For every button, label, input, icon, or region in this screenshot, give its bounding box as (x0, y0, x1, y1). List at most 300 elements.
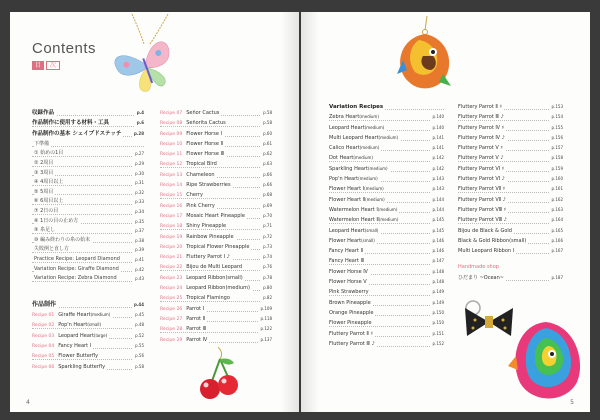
page-ref: p.160 (550, 174, 563, 184)
entry-title: Black & Gold Ribbon(small) (458, 237, 527, 244)
recipe-number: Recipe 06 (32, 364, 55, 370)
entry-title: Leopard Heart (329, 227, 365, 234)
page-ref: p.145 (431, 226, 444, 236)
recipe-entry (160, 201, 272, 211)
entry-title: Rainbow Pineapple (186, 233, 234, 240)
entry-size: (small) (364, 227, 379, 233)
toc-entry (32, 300, 144, 310)
page-ref: p.144 (431, 205, 444, 215)
recipe-entry (32, 331, 144, 341)
page-ref: p.37 (133, 226, 144, 236)
entry-title: Fluttery Parrot Ⅲ ♪ (329, 340, 375, 347)
entry-size: (medium) (359, 114, 379, 120)
entry-title: Pink Cherry (186, 202, 215, 209)
entry-title: 作品制作 (32, 300, 57, 308)
entry-title: Brown Pineapple (329, 299, 371, 306)
entry-title: Leopard Ribbon(small) (186, 274, 243, 281)
page-ref: p.122 (259, 324, 272, 334)
toc-entry (32, 255, 144, 265)
entry-title: Fluttery Parrot Ⅴ ♯ (458, 145, 503, 152)
entry-title: Dot Heart (329, 155, 354, 162)
recipe-entry (32, 362, 144, 372)
entry-title: Pop'n Heart (58, 322, 88, 329)
shop-entry: ひだまり ~Ocean~ p.187 (458, 273, 563, 283)
recipe-entry (160, 293, 272, 303)
page-ref: p.151 (431, 329, 444, 339)
entry-title: Flower Horse Ⅳ (329, 268, 368, 275)
multicolor-parrot-image (506, 316, 586, 410)
recipe-number: Recipe 09 (160, 131, 183, 137)
page-ref: p.58 (261, 108, 272, 118)
toc-entry (32, 108, 144, 118)
recipe-number: Recipe 03 (32, 333, 55, 339)
page-ref: p.137 (259, 335, 272, 345)
variation-entry (458, 246, 563, 256)
recipe-number: Recipe 13 (160, 172, 183, 178)
page-ref: p.148 (431, 277, 444, 287)
recipe-entry (32, 310, 144, 320)
recipe-entry (160, 314, 272, 324)
parrot-pendant-image (389, 16, 459, 94)
recipe-entry (160, 335, 272, 345)
entry-title: Señor Cactus (186, 110, 220, 116)
entry-title: Shiny Pineapple (186, 223, 227, 230)
recipe-entry (160, 221, 272, 231)
entry-title: Multi Leopard Ribbon Ⅰ (458, 248, 515, 255)
variation-entry (329, 277, 444, 287)
entry-title: 作品制作に使用する材料・工具 (32, 120, 110, 127)
page-ref: p.28 (132, 129, 144, 139)
entry-size: (medium) (364, 186, 384, 192)
variation-entry (458, 143, 563, 153)
entry-title: Flower Horse Ⅴ (329, 279, 367, 286)
page-ref: p.141 (431, 133, 444, 143)
page-ref: p.73 (261, 242, 272, 252)
recipe-number: Recipe 18 (160, 224, 183, 230)
variation-entry (458, 174, 563, 184)
page-ref: p.146 (431, 236, 444, 246)
recipe-entry (160, 180, 272, 190)
recipe-number: Recipe 17 (160, 213, 183, 219)
recipe-entry (160, 129, 272, 139)
variation-entry (329, 256, 444, 266)
variation-entry (458, 123, 563, 133)
page-ref: p.29 (133, 159, 144, 169)
page-title: Contents (32, 40, 97, 57)
page-ref: p.44 (132, 300, 144, 310)
entry-title: 収録作品 (32, 110, 55, 116)
variation-entry (458, 226, 563, 236)
entry-title: 作品制作の基本 シェイプドステッチ (32, 130, 122, 137)
recipe-entry (160, 252, 272, 262)
page-ref: p.6 (135, 118, 144, 128)
page-ref: p.143 (431, 174, 444, 184)
gutter-shadow (281, 12, 299, 412)
recipe-entry (160, 273, 272, 283)
recipe-number: Recipe 14 (160, 183, 183, 189)
recipe-entry (160, 159, 272, 169)
variation-entry (329, 287, 444, 297)
entry-title: Parrot Ⅲ (186, 326, 207, 333)
recipe-entry (160, 283, 272, 293)
entry-title: Variation Recipe: Zebra Diamond (34, 275, 117, 282)
variation-entry (458, 236, 563, 246)
variation-entry (329, 236, 444, 246)
entry-title: Watermelon Heart Ⅱ (329, 217, 379, 224)
entry-title: Fluttery Parrot Ⅵ ♯ (458, 165, 505, 172)
variation-entry (329, 226, 444, 236)
toc-entry (32, 129, 144, 139)
toc-entry (32, 207, 144, 217)
recipe-entry (160, 324, 272, 334)
page-ref: p.147 (431, 256, 444, 266)
entry-title: Tropical Flamingo (186, 295, 230, 302)
entry-title: ⑩ 編み終わりの糸の始末 (34, 236, 91, 243)
entry-title: ⑨ 糸足し (34, 227, 56, 234)
page-number-right: 5 (570, 399, 574, 406)
entry-size: (medium) (378, 217, 399, 223)
page-ref: p.74 (261, 252, 272, 262)
recipe-entry (32, 320, 144, 330)
recipe-number: Recipe 08 (160, 121, 183, 127)
recipe-entry (32, 341, 144, 351)
entry-title: Fluttery Parrot Ⅳ ♪ (458, 134, 505, 141)
variation-entry (458, 102, 563, 112)
entry-size: (small) (87, 322, 102, 328)
page-ref: p.153 (550, 102, 563, 112)
page-ref: p.66 (261, 180, 272, 190)
recipe-entry (160, 232, 272, 242)
recipe-number: Recipe 29 (160, 337, 183, 343)
recipe-number: Recipe 22 (160, 265, 183, 271)
entry-title: Señorita Cactus (186, 120, 226, 127)
variation-entry (458, 164, 563, 174)
entry-title: Chameleon (186, 171, 215, 178)
page-ref: p.27 (133, 149, 144, 159)
toc-entry (32, 265, 144, 275)
variation-entry (329, 133, 444, 143)
entry-title: Leopard Heart (58, 332, 94, 339)
entry-title: Fancy Heart Ⅲ (329, 258, 364, 265)
entry-title: Fluttery Parrot Ⅷ ♯ (458, 206, 507, 213)
toc-entry (32, 245, 144, 255)
page-ref: p.109 (259, 304, 272, 314)
entry-title: Fluttery Parrot Ⅰ ♪ (186, 254, 230, 261)
toc-entry (32, 140, 144, 150)
recipe-number: Recipe 27 (160, 316, 183, 322)
recipe-entry (160, 139, 272, 149)
page-ref: p.42 (133, 265, 144, 275)
entry-title: Fluttery Parrot Ⅵ ♪ (458, 176, 505, 183)
recipe-entry (160, 108, 272, 118)
entry-title: Zebra Heart (329, 114, 360, 121)
variation-entry (329, 123, 444, 133)
variation-entry (329, 153, 444, 163)
entry-title: Fluttery Parrot Ⅱ ♯ (329, 330, 373, 337)
entry-title: Fancy Heart Ⅱ (329, 248, 363, 255)
variation-entry (458, 205, 563, 215)
variation-entry (458, 195, 563, 205)
page-ref: p.150 (431, 318, 444, 328)
entry-title: Multi Leopard Heart (329, 134, 379, 141)
entry-size: (medium) (364, 124, 385, 130)
entry-title: ④ 4周目以上 (34, 179, 64, 186)
page-ref: p.159 (550, 164, 563, 174)
page-ref: p.141 (431, 143, 444, 153)
toc-entry (32, 169, 144, 179)
page-ref: p.66 (261, 170, 272, 180)
entry-size: (medium) (377, 206, 398, 212)
page-ref: p.149 (431, 287, 444, 297)
entry-title: Flower Heart Ⅱ (329, 196, 366, 203)
entry-size: (medium) (368, 165, 388, 171)
page-ref: p.155 (550, 123, 563, 133)
page-ref: p.161 (550, 184, 563, 194)
variation-entry (329, 174, 444, 184)
variation-entry (329, 298, 444, 308)
page-ref: p.63 (261, 159, 272, 169)
shop-label: Handmade shop (458, 264, 499, 271)
recipe-entry (160, 211, 272, 221)
entry-title: Sparkling Butterfly (58, 363, 106, 370)
variation-column-2 (458, 102, 563, 283)
variation-entry (329, 184, 444, 194)
recipe-number: Recipe 10 (160, 141, 183, 147)
entry-title: Giraffe Heart (58, 312, 91, 319)
entry-size: (medium) (365, 196, 385, 202)
entry-title: Fluttery Parrot Ⅱ ♯ (458, 104, 502, 110)
entry-title: Parrot Ⅱ (186, 315, 206, 322)
cherry-earring-image (190, 347, 250, 411)
variation-entry (458, 215, 563, 225)
butterfly-pendant-image (110, 14, 180, 106)
page-ref: p.31 (133, 178, 144, 188)
variation-entry (329, 267, 444, 277)
recipe-entry (160, 170, 272, 180)
entry-size: (medium) (378, 134, 399, 140)
recipe-entry (160, 149, 272, 159)
entry-title: 失敗例と直し方 (34, 246, 70, 253)
entry-title: Fluttery Parrot Ⅶ ♪ (458, 196, 506, 203)
toc-column-2 (160, 108, 272, 345)
recipe-number: Recipe 21 (160, 255, 183, 261)
page-ref: p.164 (550, 215, 563, 225)
entry-title: Flower Horse Ⅰ (186, 130, 222, 137)
variation-entry (329, 164, 444, 174)
variation-entry (329, 112, 444, 122)
variation-entry (329, 318, 444, 328)
recipe-number: Recipe 11 (160, 152, 183, 158)
entry-size: (medium) (359, 145, 380, 151)
page-ref: p.35 (133, 217, 144, 227)
page-ref: p.167 (550, 246, 563, 256)
variation-entry (458, 112, 563, 122)
page-ref: p.156 (550, 133, 563, 143)
page-ref: p.158 (550, 153, 563, 163)
page-ref: p.48 (133, 320, 144, 330)
toc-entry (32, 118, 144, 128)
entry-title: ① 始めの1目 (34, 150, 64, 157)
variation-entry (458, 133, 563, 143)
entry-title: Flower Heart Ⅰ (329, 186, 365, 193)
entry-title: Fluttery Parrot Ⅷ ♪ (458, 217, 507, 224)
page-ref: p.145 (431, 215, 444, 225)
page-ref: p.78 (261, 273, 272, 283)
page-ref: p.148 (431, 267, 444, 277)
entry-title: Orange Pineapple (329, 309, 374, 316)
toc-entry (32, 159, 144, 169)
toc-entry (32, 178, 144, 188)
entry-size: (medium) (358, 176, 378, 182)
recipe-number: Recipe 23 (160, 275, 183, 281)
toc-entry (32, 274, 144, 284)
entry-title: ⑥ 6周目以上 (34, 198, 64, 205)
recipe-number: Recipe 04 (32, 343, 55, 349)
page-ref: p.56 (133, 351, 144, 361)
recipe-number: Recipe 24 (160, 286, 183, 292)
page-ref: p.146 (431, 246, 444, 256)
toc-column-1 (32, 108, 144, 372)
page-ref: p.69 (261, 201, 272, 211)
entry-title: Variation Recipe: Giraffe Diamond (34, 265, 119, 272)
variation-entry (329, 205, 444, 215)
entry-title: Sparkling Heart (329, 165, 368, 172)
recipe-number: Recipe 01 (32, 313, 55, 319)
page-ref: p.45 (133, 310, 144, 320)
entry-title: Flower Horse Ⅱ (186, 140, 223, 147)
page-ref: p.41 (133, 255, 144, 265)
recipe-entry (160, 118, 272, 128)
page-ref: p.71 (261, 221, 272, 231)
entry-size: (small) (361, 237, 375, 243)
page-ref: p.150 (431, 308, 444, 318)
gutter-shadow (301, 12, 319, 412)
variation-entry (329, 329, 444, 339)
variation-entry (329, 308, 444, 318)
recipe-number: Recipe 16 (160, 203, 183, 209)
page-ref: p.30 (133, 169, 144, 179)
page-ref: p.144 (431, 195, 444, 205)
recipe-number: Recipe 26 (160, 306, 183, 312)
page-ref: p.60 (261, 129, 272, 139)
toc-entry (32, 149, 144, 159)
recipe-number: Recipe 19 (160, 234, 183, 240)
entry-title: Flower Pineapple (329, 320, 372, 327)
recipe-number: Recipe 25 (160, 296, 183, 302)
toc-entry (32, 236, 144, 246)
entry-size: (medium) (90, 312, 111, 318)
variation-entry (329, 195, 444, 205)
variation-entry (329, 339, 444, 349)
badge-1: 目 (32, 61, 44, 70)
page-ref: p.154 (550, 112, 563, 122)
page-ref: p.162 (550, 195, 563, 205)
entry-title: Leopard Heart (329, 124, 365, 131)
page-ref: p.165 (550, 226, 563, 236)
entry-title: Watermelon Heart Ⅰ (329, 206, 378, 213)
entry-title: 下準備 (34, 140, 50, 147)
page-ref: p.33 (133, 197, 144, 207)
page-ref: p.34 (133, 207, 144, 217)
entry-title: Practice Recipe: Leopard Diamond (34, 256, 120, 263)
page-ref: p.61 (261, 139, 272, 149)
entry-title: Bijou de Black & Gold (458, 227, 512, 234)
recipe-entry (32, 351, 144, 361)
entry-title: Parrot Ⅰ (186, 305, 205, 312)
section-title: Variation Recipes (329, 102, 444, 112)
page-ref: p.72 (261, 232, 272, 242)
recipe-entry (160, 242, 272, 252)
page-ref: p.62 (261, 149, 272, 159)
entry-title: Fluttery Parrot Ⅳ ♯ (458, 124, 505, 131)
recipe-entry (160, 304, 272, 314)
page-number-left: 4 (26, 399, 30, 406)
page-ref: p.32 (133, 188, 144, 198)
page-ref: p.82 (261, 293, 272, 303)
page-ref: p.4 (135, 108, 144, 118)
entry-title: Fancy Heart Ⅰ (58, 342, 92, 349)
page-ref: p.43 (133, 274, 144, 284)
entry-title: ② 2周目 (34, 160, 54, 167)
title-badges (32, 61, 60, 70)
entry-title: ⑤ 5周目 (34, 188, 54, 195)
toc-entry (32, 197, 144, 207)
variation-column-1 (329, 102, 444, 349)
entry-title: Ripe Strawberries (186, 182, 231, 189)
recipe-number: Recipe 28 (160, 327, 183, 333)
variation-entry (458, 153, 563, 163)
recipe-number: Recipe 15 (160, 193, 183, 199)
page-ref: p.142 (431, 153, 444, 163)
page-ref: p.140 (431, 112, 444, 122)
recipe-number: Recipe 12 (160, 162, 183, 168)
recipe-number: Recipe 05 (32, 354, 55, 360)
entry-title: Cherry (186, 192, 203, 199)
page-ref: p.39 (133, 245, 144, 255)
entry-title: Tropical Bird (186, 161, 217, 168)
entry-title: Parrot Ⅳ (186, 336, 208, 343)
page-ref: p.166 (550, 236, 563, 246)
recipe-number: Recipe 20 (160, 244, 183, 250)
entry-title: Tropical Flower Pineapple (186, 243, 250, 250)
variation-entry (329, 143, 444, 153)
page-ref: p.152 (431, 339, 444, 349)
entry-title: Fluttery Parrot Ⅴ ♪ (458, 155, 504, 162)
toc-entry (32, 226, 144, 236)
page-ref: p.142 (431, 164, 444, 174)
entry-title: Pink Strawberry (329, 289, 369, 296)
entry-title: Fluttery Parrot Ⅶ ♯ (458, 186, 506, 193)
page-ref: p.58 (261, 118, 272, 128)
page-ref: p.55 (133, 341, 144, 351)
page-ref: p.76 (261, 262, 272, 272)
page-ref: p.157 (550, 143, 563, 153)
entry-size: (large) (93, 332, 108, 338)
entry-title: ⑧ 1日の目の止め方 (34, 217, 79, 224)
right-page (301, 12, 590, 412)
left-page (10, 12, 299, 412)
entry-title: Leopard Ribbon(medium) (186, 285, 250, 292)
page-ref: p.38 (133, 236, 144, 246)
page-ref: p.70 (261, 211, 272, 221)
entry-title: ⑦ 2日の目 (34, 208, 59, 215)
page-ref: p.163 (550, 205, 563, 215)
recipe-number: Recipe 07 (160, 111, 183, 116)
page-ref: p.68 (261, 190, 272, 200)
page-ref: p.52 (133, 331, 144, 341)
page-ref: p.149 (431, 298, 444, 308)
entry-title: ③ 3周目 (34, 169, 54, 176)
